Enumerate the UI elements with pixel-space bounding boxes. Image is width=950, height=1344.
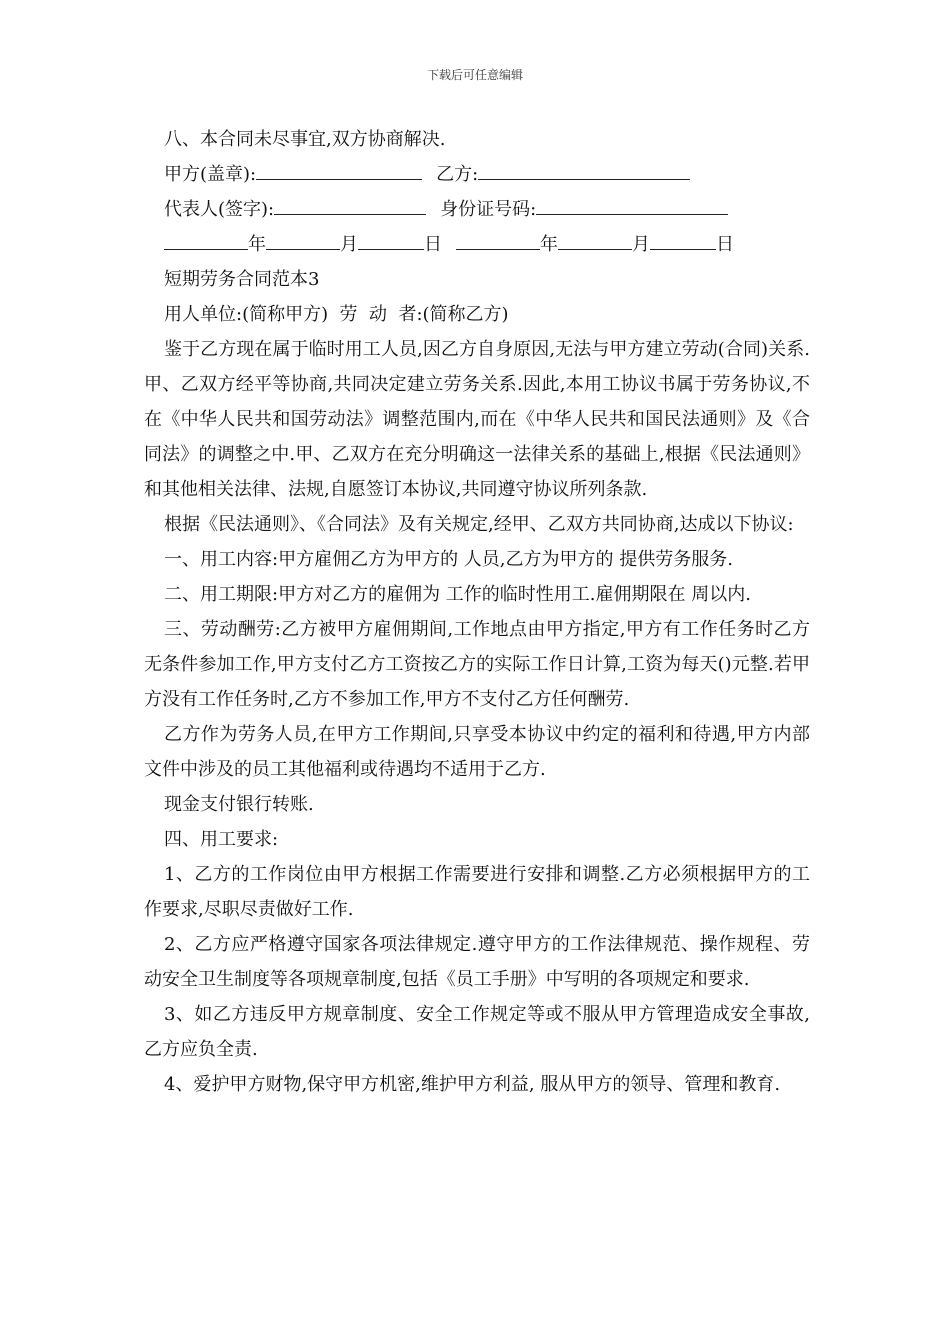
paragraph-basis: 根据《民法通则》、《合同法》及有关规定,经甲、乙双方共同协商,达成以下协议: — [164, 514, 794, 535]
clause-work-requirements: 四、用工要求: — [164, 829, 279, 850]
year-label: 年 — [248, 234, 266, 255]
requirement-1: 1、乙方的工作岗位由甲方根据工作需要进行安排和调整.乙方必须根据甲方的工作要求,尽职尽责做好工作. — [144, 864, 810, 920]
party-b-day-blank[interactable] — [650, 229, 716, 250]
requirement-2: 2、乙方应严格遵守国家各项法律规定.遵守甲方的工作法律规范、操作规程、劳动安全卫生制度等各项规章制度,包括《员工手册》中写明的各项规定和要求. — [144, 934, 810, 990]
representative-blank[interactable] — [274, 194, 426, 215]
signature-row-rep — [144, 192, 810, 227]
party-b-month-blank[interactable] — [558, 229, 632, 250]
page-header-note: 下载后可任意编辑 — [426, 68, 523, 82]
party-b-label: 乙方: — [436, 164, 479, 185]
paragraph-payment-method: 现金支付银行转账. — [164, 794, 314, 815]
id-number-blank[interactable] — [536, 194, 728, 215]
party-a-day-blank[interactable] — [358, 229, 424, 250]
clause-work-period: 二、用工期限:甲方对乙方的雇佣为 工作的临时性用工.雇佣期限在 周以内. — [164, 584, 751, 605]
id-number-label: 身份证号码: — [440, 199, 537, 220]
party-a-seal-label: 甲方(盖章): — [164, 164, 257, 185]
document-body — [144, 122, 810, 1102]
party-a-month-blank[interactable] — [266, 229, 340, 250]
clause-remuneration: 三、劳动酬劳:乙方被甲方雇佣期间,工作地点由甲方指定,甲方有工作任务时乙方无条件参加工作,甲方支付乙方工资按乙方的实际工作日计算,工资为每天()元整.若甲方没有工作任务时,乙方不参加工作,甲方不支付乙方任何酬劳. — [144, 619, 810, 710]
signature-row-party — [144, 157, 810, 192]
requirement-4: 4、爱护甲方财物,保守甲方机密,维护甲方利益, 服从甲方的领导、管理和教育. — [164, 1074, 781, 1095]
parties-line: 用人单位:(简称甲方) 劳 动 者:(简称乙方) — [164, 304, 509, 325]
document-title: 短期劳务合同范本3 — [164, 269, 320, 290]
month-label: 月 — [632, 234, 650, 255]
party-a-year-blank[interactable] — [164, 229, 248, 250]
month-label: 月 — [340, 234, 358, 255]
paragraph-benefits: 乙方作为劳务人员,在甲方工作期间,只享受本协议中约定的福利和待遇,甲方内部文件中涉及的员工其他福利或待遇均不适用于乙方. — [144, 724, 810, 780]
day-label: 日 — [424, 234, 442, 255]
requirement-3: 3、如乙方违反甲方规章制度、安全工作规定等或不服从甲方管理造成安全事故,乙方应负全责. — [144, 1004, 810, 1060]
party-a-seal-blank[interactable] — [256, 159, 422, 180]
representative-label: 代表人(签字): — [164, 199, 275, 220]
clause-8: 八、本合同未尽事宜,双方协商解决. — [164, 129, 446, 150]
year-label: 年 — [540, 234, 558, 255]
clause-work-content: 一、用工内容:甲方雇佣乙方为甲方的 人员,乙方为甲方的 提供劳务服务. — [164, 549, 733, 570]
signature-row-date — [144, 227, 810, 262]
day-label: 日 — [716, 234, 734, 255]
paragraph-preamble: 鉴于乙方现在属于临时用工人员,因乙方自身原因,无法与甲方建立劳动(合同)关系.甲、乙双方经平等协商,共同决定建立劳务关系.因此,本用工协议书属于劳务协议,不在《中华人民共和国劳动法》调整范围内,而在《中华人民共和国民法通则》及《合同法》的调整之中.甲、乙双方在充分明确这一法律关系的基础上,根据《民法通则》和其他相关法律、法规,自愿签订本协议,共同遵守协议所列条款. — [144, 339, 810, 500]
party-b-blank[interactable] — [478, 159, 690, 180]
party-b-year-blank[interactable] — [456, 229, 540, 250]
